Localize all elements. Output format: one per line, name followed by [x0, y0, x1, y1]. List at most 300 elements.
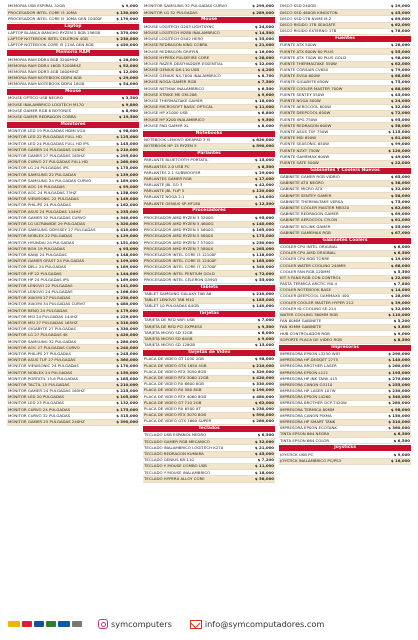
product-price: $ 265,000	[252, 245, 274, 251]
price-row	[7, 43, 139, 49]
product-name: FUENTE AEROCOOL 600W	[280, 105, 331, 110]
section-header: Tablets	[143, 285, 275, 291]
product-name: MONITOR MSI 24 PULGADAS 144HZ	[8, 314, 78, 319]
email-address[interactable]: info@symcomputadores.com	[204, 619, 325, 629]
product-name: TINTA EPSON 664 COLOR	[280, 438, 330, 443]
product-name: TECLADO USB ESPANOL NEGRO	[144, 433, 207, 438]
product-name: TARJETA DE RED PCI EXPRESS	[144, 324, 203, 329]
product-name: TECLADO GENIUS KB-110	[144, 458, 194, 463]
product-name: PROCESADOR AMD RYZEN 5 5600X	[144, 234, 214, 239]
product-price: $ 52,000	[118, 62, 138, 68]
product-name: TECLADO INALAMBRICO LOGITECH K270	[144, 445, 224, 450]
product-name: MONITOR SAMSUNG 24 PULGADAS CURVO	[8, 178, 92, 183]
product-name: MONITOR PHILIPS 27 PULGADAS	[8, 351, 71, 356]
product-price: $ 58,000	[390, 192, 410, 198]
product-price: $ 149,000	[116, 196, 138, 202]
product-price: $ 189,000	[116, 177, 138, 183]
product-name: MEMORIA RAM DDR3 4GB 1600MHZ	[8, 69, 79, 74]
product-name: MONITOR AOC 27 PULGADAS CURVO	[8, 345, 80, 350]
product-name: MONITOR HP 22 PULGADAS	[8, 271, 62, 276]
product-price: $ 95,000	[118, 245, 138, 251]
product-price: $ 61,000	[390, 217, 410, 223]
product-price: $ 39,000	[390, 299, 410, 305]
product-name: PLACA DE VIDEO RTX 3060 12GB	[144, 375, 209, 380]
product-price: $ 95,000	[390, 116, 410, 122]
price-row	[279, 29, 411, 35]
payment-logo-icon	[8, 621, 20, 627]
product-name: FAN 80MM GABINETE	[280, 319, 322, 324]
product-name: LAPTOP BLANCA BANGHO RYZEN 5 8GB 256GB	[8, 30, 101, 35]
product-name: TECLADO GAMER RGB MECANICO	[144, 439, 210, 444]
product-price: $ 141,000	[116, 282, 138, 288]
product-price: $ 115,000	[388, 128, 410, 134]
product-name: MOUSE HP X1000 USB	[144, 111, 188, 116]
product-name: MONITOR LED 19 PULGADAS HDMI VGA	[8, 129, 86, 134]
product-price: $ 7,500	[257, 79, 274, 85]
product-name: PROCESADOR AMD RYZEN 7 5800X	[144, 246, 214, 251]
product-name: GABINETE ATX NEGRO	[280, 181, 324, 186]
product-name: MONITOR CURVO 27 PULGADAS FULL HD	[8, 160, 88, 165]
product-name: TECLADO REDRAGON KUMARA	[144, 452, 204, 457]
product-name: PROCESADOR INTEL CORE I5 10MA GEN 10400F	[8, 16, 103, 21]
product-price: $ 58,000	[254, 475, 274, 481]
product-name: MONITOR BENQ 24 PULGADAS	[8, 308, 68, 313]
product-price: $ 68,000	[390, 73, 410, 79]
product-price: $ 16,000	[254, 48, 274, 54]
product-price: $ 145,000	[116, 140, 138, 146]
product-name: MONITOR SAMSUNG 22 PULGADAS	[8, 172, 77, 177]
product-name: MEMORIA USB ESPIRAL 32GB	[8, 4, 65, 9]
product-name: MONITOR PORTATIL 15.6 PULGADAS	[8, 376, 79, 381]
product-price: $ 280,000	[388, 400, 410, 406]
price-row	[143, 10, 275, 16]
product-name: IMPRESORA EPSON L3250 WIFI	[280, 351, 341, 356]
product-name: FUENTE ASUS TUF 750W	[280, 129, 329, 134]
product-price: $ 98,000	[390, 54, 410, 60]
price-row	[143, 304, 275, 310]
product-price: $ 118,000	[252, 251, 274, 257]
product-name: MOUSE INALAMBRICO LOGITECH M170	[8, 102, 84, 107]
payment-logo-icon	[34, 621, 44, 627]
product-name: COOLER CPU AMD ORIGINAL	[280, 251, 336, 256]
product-name: COOLER CPU INTEL ORIGINAL	[280, 244, 338, 249]
product-price: $ 45,000	[390, 9, 410, 15]
product-name: LAPTOP NOTEBOOK CORE I5 11VA GEN 8GB	[8, 43, 94, 48]
product-price: $ 14,000	[390, 287, 410, 293]
product-price: $ 32,000	[254, 438, 274, 444]
product-price: $ 29,000	[118, 75, 138, 81]
product-price: $ 280,000	[116, 338, 138, 344]
product-price: $ 24,000	[254, 194, 274, 200]
product-name: FUENTE REDRAGON 600W	[280, 123, 332, 128]
product-name: MOUSE LOGITECH G502 HERO	[144, 37, 204, 42]
product-name: NOTEBOOK HP 15 RYZEN 5	[144, 144, 197, 149]
product-name: KIT 3 FANS RGB CON CONTROL	[280, 275, 341, 280]
price-column	[143, 4, 275, 606]
product-name: FUENTE GAMEMAX 600W	[280, 154, 330, 159]
product-price: $ 185,000	[116, 375, 138, 381]
product-price: $ 179,000	[116, 307, 138, 313]
product-price: $ 19,000	[390, 256, 410, 262]
price-row	[143, 277, 275, 283]
price-row	[279, 438, 411, 444]
product-name: PROCESADOR AMD RYZEN 3 3200G	[144, 215, 214, 220]
product-price: $ 210,000	[116, 146, 138, 152]
product-price: $ 105,000	[116, 394, 138, 400]
product-name: IMPRESORA CANON G3110	[280, 382, 333, 387]
product-price: $ 9,000	[257, 91, 274, 97]
product-name: GABINETE REDRAGON GAMER	[280, 212, 339, 217]
product-price: $ 6,000	[393, 243, 410, 249]
product-name: MONITOR LG ULTRAWIDE 29 PULGADAS	[8, 222, 86, 227]
product-price: $ 24,000	[254, 23, 274, 29]
product-price: $ 69,000	[390, 211, 410, 217]
product-name: MOUSE GENIUS NX-7000 INALAMBRICO	[144, 74, 221, 79]
email-icon	[190, 620, 202, 629]
section-header: Notebooks	[143, 131, 275, 137]
product-price: $ 18,000	[254, 469, 274, 475]
product-name: MONITOR LED 20 PULGADAS	[8, 395, 64, 400]
product-price: $ 290,000	[388, 350, 410, 356]
product-price: $ 68,000	[390, 262, 410, 268]
product-name: IMPRESORA EPSON ECOTANK	[280, 426, 337, 431]
product-name: MONITOR LG 24 PULGADAS IPS	[8, 166, 69, 171]
product-price: $ 62,000	[254, 399, 274, 405]
product-price: $ 78,000	[390, 28, 410, 34]
product-price: $ 185,000	[252, 297, 274, 303]
section-header: Gabinetes Coolers	[279, 238, 411, 244]
product-price: $ 75,000	[390, 198, 410, 204]
product-price: $ 6,800	[257, 110, 274, 116]
product-price: $ 315,000	[116, 412, 138, 418]
product-price: $ 22,000	[390, 159, 410, 165]
product-name: PLACA DE VIDEO RTX 3050 8GB	[144, 369, 207, 374]
product-price: $ 295,000	[116, 152, 138, 158]
section-header: Procesadores	[143, 208, 275, 214]
product-name: TABLET LENOVO TAB M10	[144, 298, 195, 303]
product-name: PROCESADOR INTEL PENTIUM GOLD	[144, 271, 215, 276]
product-price: $ 28,000	[118, 56, 138, 62]
product-price: $ 21,000	[254, 444, 274, 450]
product-price: $ 590,000	[252, 143, 274, 149]
product-price: $ 52,000	[390, 104, 410, 110]
product-price: $ 9,000	[393, 330, 410, 336]
product-name: FUENTE EVGA 600W	[280, 74, 320, 79]
product-price: $ 330,000	[116, 326, 138, 332]
product-name: FUENTE COOLER MASTER 700W	[280, 86, 343, 91]
product-name: MEMORIA RAM DDR4 16GB 3200MHZ	[8, 63, 81, 68]
product-price: $ 280,000	[252, 418, 274, 424]
product-name: COOLER CPU RGB TORRE	[280, 257, 330, 262]
product-name: MONITOR LG 27 PULGADAS 4K	[8, 333, 68, 338]
product-name: FUENTE NOGA 500W	[280, 99, 321, 104]
product-name: PROCESADOR INTEL CELERON G5905	[144, 277, 218, 282]
product-price: $ 3,200	[393, 318, 410, 324]
product-price: $ 72,000	[254, 270, 274, 276]
product-name: MONITOR LED 22 PULGADAS FULL HD	[8, 135, 82, 140]
product-name: FUENTE GIGABYTE 650W	[280, 80, 329, 85]
product-price: $ 230,000	[116, 295, 138, 301]
price-row	[143, 144, 275, 150]
product-name: TECLADO HYPERX ALLOY CORE	[144, 476, 205, 481]
product-price: $ 28,000	[390, 42, 410, 48]
product-name: WATER COOLING 360MM RGB	[280, 313, 338, 318]
product-name: DISCO SSD 240GB	[280, 4, 316, 9]
product-name: PLACA DE VIDEO GT 710 2GB	[144, 400, 202, 405]
product-price: $ 72,000	[390, 110, 410, 116]
product-price: $ 130,000	[116, 9, 138, 15]
product-name: MONITOR LED 23 PULGADAS	[8, 401, 64, 406]
product-name: MONITOR CURVO 24 PULGADAS	[8, 407, 71, 412]
product-name: GABINETE KOLINK GAMER	[280, 224, 331, 229]
product-name: MEMORIA RAM NOTEBOOK DDR4 16GB	[8, 82, 85, 87]
product-name: FUENTE SENTEY 550W	[280, 92, 325, 97]
product-name: MONITOR AOC 24 PULGADAS 75HZ	[8, 191, 77, 196]
price-row	[279, 230, 411, 236]
price-column	[7, 4, 139, 606]
product-name: DISCO RIGIDO 1TB SEAGATE	[280, 22, 336, 27]
product-name: TABLET SAMSUNG GALAXY TAB A8	[144, 291, 212, 296]
product-name: GABINETE GAMEMAX RGB	[280, 230, 331, 235]
price-row	[279, 161, 411, 167]
product-price: $ 255,000	[388, 381, 410, 387]
product-price: $ 8,000	[257, 122, 274, 128]
price-column	[279, 4, 411, 606]
product-price: $ 120,000	[252, 188, 274, 194]
product-price: $ 14,500	[254, 29, 274, 35]
product-price: $ 29,000	[390, 4, 410, 9]
product-name: GABINETE SENTEY GAMER	[280, 193, 332, 198]
product-name: MOUSE REDRAGON GRIFFIN	[144, 49, 199, 54]
product-name: MONITOR XIAOMI 34 PULGADAS CURVO	[8, 302, 86, 307]
section-header: Teclados	[143, 426, 275, 432]
product-name: MOUSE OPTICO USB NEGRO	[8, 96, 63, 101]
product-price: $ 99,000	[118, 183, 138, 189]
product-name: PARLANTE BLUETOOTH PORTATIL	[144, 158, 209, 163]
price-row	[279, 337, 411, 343]
product-price: $ 370,000	[116, 29, 138, 35]
product-price: $ 6,000	[257, 329, 274, 335]
product-price: $ 110,000	[388, 312, 410, 318]
section-header: Joysticks	[279, 445, 411, 451]
product-price: $ 9,000	[121, 4, 138, 9]
product-price: $ 11,000	[254, 463, 274, 469]
product-price: $ 235,000	[116, 208, 138, 214]
footer	[0, 608, 418, 640]
product-name: MOUSE LOGITECH G203 LIGHTSYNC	[144, 24, 215, 29]
product-price: $ 12,500	[254, 200, 274, 206]
product-price: $ 88,000	[390, 85, 410, 91]
product-price: $ 230,000	[252, 405, 274, 411]
product-price: $ 19,500	[118, 114, 138, 120]
product-price: $ 260,000	[116, 159, 138, 165]
product-price: $ 175,000	[252, 233, 274, 239]
product-name: MOUSE XTRIKE ME GM-206	[144, 92, 197, 97]
product-name: TARJETA MICRO SD 128GB	[144, 343, 196, 348]
price-columns	[7, 4, 411, 606]
product-name: IMPRESORA TERMICA 80MM	[280, 407, 335, 412]
product-name: MOUSE NETMAK INALAMBRICO	[144, 86, 205, 91]
product-name: MONITOR AOC 19 PULGADAS	[8, 184, 65, 189]
product-price: $ 9,000	[257, 336, 274, 342]
product-name: PLACA DE VIDEO GTX 1650 4GB	[144, 363, 207, 368]
product-price: $ 12,000	[118, 68, 138, 74]
product-name: MOUSE RAZER DEATHADDER ESSENTIAL	[144, 61, 223, 66]
product-name: TARJETA DE RED WIFI USB	[144, 318, 195, 323]
product-name: TABLET 10 PULGADAS 64GB	[144, 304, 199, 309]
price-row	[143, 201, 275, 207]
product-name: MONITOR MSI 27 PULGADAS 165HZ	[8, 321, 78, 326]
product-name: MONITOR LED 24 PULGADAS FULL HD IPS	[8, 141, 90, 146]
product-price: $ 7,000	[257, 317, 274, 323]
product-price: $ 9,500	[257, 323, 274, 329]
product-price: $ 5,500	[393, 268, 410, 274]
product-price: $ 6,500	[393, 250, 410, 256]
product-price: $ 16,000	[390, 457, 410, 463]
product-price: $ 82,000	[390, 205, 410, 211]
product-name: COOLER WATER COOLING 240MM	[280, 263, 346, 268]
product-name: MOUSE REDRAGON KING COBRA	[144, 43, 208, 48]
product-name: FUENTE MSI 650W	[280, 136, 317, 141]
product-name: JOYSTICK INALAMBRICO PC/PS3	[280, 458, 342, 463]
product-name: COOLER COOLER MASTER HYPER 212	[280, 300, 354, 305]
product-price: $ 81,000	[390, 135, 410, 141]
section-header: Memoria RAM	[7, 50, 139, 56]
product-name: IMPRESORA CANON PIXMA	[280, 413, 332, 418]
product-name: TARJETA MICRO SD 64GB	[144, 337, 193, 342]
product-price: $ 480,000	[116, 301, 138, 307]
product-price: $ 15,000	[254, 342, 274, 348]
product-name: TARJETA MICRO SD 32GB	[144, 330, 193, 335]
product-name: MOUSE HP X200 INALAMBRICO	[144, 117, 205, 122]
section-header: Tarjetas	[143, 311, 275, 317]
product-price: $ 185,000	[252, 258, 274, 264]
section-header: Parlantes	[143, 151, 275, 157]
product-price: $ 7,800	[393, 281, 410, 287]
payment-logo-icon	[58, 621, 70, 627]
product-price: $ 420,000	[116, 332, 138, 338]
product-name: PARLANTES 2.1 SUBWOOFER	[144, 170, 201, 175]
product-name: IMPRESORA BROTHER DCP-T420W	[280, 401, 347, 406]
product-name: COOLER DEEPCOOL GAMMAXX 400	[280, 294, 349, 299]
product-name: PARLANTE JBL GO 3	[144, 183, 183, 188]
product-name: MOUSE HYPERX PULSEFIRE CORE	[144, 55, 210, 60]
instagram-handle[interactable]: symcomputers	[111, 619, 172, 629]
product-price: $ 65,000	[390, 174, 410, 180]
product-price: $ 190,000	[252, 387, 274, 393]
product-name: GABINETE MICRO ATX	[280, 187, 323, 192]
product-price: $ 95,000	[254, 214, 274, 220]
product-price: $ 140,000	[252, 221, 274, 227]
product-name: MOUSE NOGA GAMER RGB	[144, 80, 197, 85]
product-price: $ 210,000	[252, 362, 274, 368]
product-price: $ 55,000	[254, 276, 274, 282]
product-name: DISCO SSD 480GB KINGSTON	[280, 10, 338, 15]
product-price: $ 158,000	[116, 190, 138, 196]
product-name: PLACA DE VIDEO RTX 4060 8GB	[144, 394, 207, 399]
product-name: GABINETE GAMER RGB VIDRIO	[280, 175, 340, 180]
price-row	[7, 82, 139, 88]
product-price: $ 450,000	[116, 42, 138, 48]
product-price: $ 165,000	[252, 227, 274, 233]
product-price: $ 330,000	[252, 381, 274, 387]
product-price: $ 340,000	[388, 394, 410, 400]
section-header: Impresoras	[279, 345, 411, 351]
product-price: $ 210,000	[252, 290, 274, 296]
product-name: MONITOR VIEWSONIC 24 PULGADAS	[8, 364, 79, 369]
product-name: SOPORTE PLACA DE VIDEO RGB	[280, 337, 342, 342]
product-price: $ 67,000	[390, 229, 410, 235]
product-price: $ 170,000	[116, 363, 138, 369]
product-name: HUB CONTROLADOR RGB	[280, 331, 330, 336]
product-price: $ 260,000	[388, 363, 410, 369]
product-name: MEMORIA RAM DDR4 8GB 3200MHZ	[8, 57, 79, 62]
product-name: FUENTE ATX 500W	[280, 43, 317, 48]
product-name: MONITOR GAMER 24 PULGADAS 144HZ	[8, 147, 85, 152]
product-price: $ 169,000	[116, 276, 138, 282]
product-price: $ 245,000	[116, 350, 138, 356]
product-name: COOLER NOTEBOOK BASE	[280, 288, 331, 293]
product-name: FUENTE CORSAIR CV650	[280, 68, 329, 73]
product-price: $ 230,000	[116, 36, 138, 42]
product-price: $ 32,000	[390, 305, 410, 311]
product-name: MOUSE THERMALTAKE GAMER	[144, 99, 203, 104]
product-name: COOLER FAN RGB 120MM	[280, 269, 330, 274]
product-price: $ 9,000	[393, 451, 410, 457]
product-price: $ 150,000	[116, 369, 138, 375]
product-price: $ 140,000	[388, 357, 410, 363]
product-name: PLACA DE VIDEO RTX 3070 8GB	[144, 413, 207, 418]
product-name: PLACA DE VIDEO GTX 1660 SUPER	[144, 419, 212, 424]
product-name: MONITOR NOBLEX 22 PULGADAS	[8, 234, 73, 239]
product-price: $ 21,000	[254, 42, 274, 48]
payment-methods	[8, 621, 82, 627]
product-price: $ 230,000	[388, 388, 410, 394]
product-name: MONITOR HP 24 PULGADAS IPS	[8, 277, 69, 282]
product-price: $ 98,000	[390, 406, 410, 412]
product-name: FUENTE ATX 750W 80 PLUS GOLD	[280, 55, 346, 60]
product-price: $ 79,000	[390, 67, 410, 73]
product-price: $ 24,000	[390, 98, 410, 104]
product-price: $ 166,000	[116, 289, 138, 295]
product-price: $ 55,000	[390, 48, 410, 54]
product-price: $ 89,000	[390, 15, 410, 21]
product-price: $ 9,500	[257, 116, 274, 122]
product-price: $ 132,000	[116, 400, 138, 406]
section-header: Gabinetes Y Coolers Nuevos	[279, 168, 411, 174]
product-name: COOLER ID-COOLING SE-224	[280, 306, 337, 311]
product-name: GABINETE AEROCOOL CYLON	[280, 218, 338, 223]
payment-logo-icon	[46, 621, 56, 627]
product-name: PARLANTE NOGA 2.1	[144, 195, 185, 200]
product-name: PARLANTE JBL FLIP 5	[144, 189, 185, 194]
product-price: $ 15,000	[254, 157, 274, 163]
product-name: PROCESADOR INTEL CORE I5 12400F	[144, 259, 217, 264]
product-price: $ 29,000	[254, 169, 274, 175]
product-price: $ 42,000	[254, 182, 274, 188]
product-name: IMPRESORA HP DESKJET 2775	[280, 358, 339, 363]
product-name: IMPRESORA HP INK TANK 415	[280, 376, 338, 381]
product-price: $ 28,000	[390, 293, 410, 299]
product-price: $ 45,000	[254, 451, 274, 457]
product-name: MOUSE PAD GAMER XL	[144, 123, 189, 128]
product-price: $ 6,500	[257, 85, 274, 91]
product-name: GABINETE THERMALTAKE VERSA	[280, 199, 344, 204]
product-price: $ 125,000	[116, 134, 138, 140]
product-name: MOUSE LOGITECH M280 INALAMBRICO	[144, 30, 220, 35]
product-price: $ 289,000	[252, 9, 274, 15]
product-price: $ 129,000	[116, 233, 138, 239]
